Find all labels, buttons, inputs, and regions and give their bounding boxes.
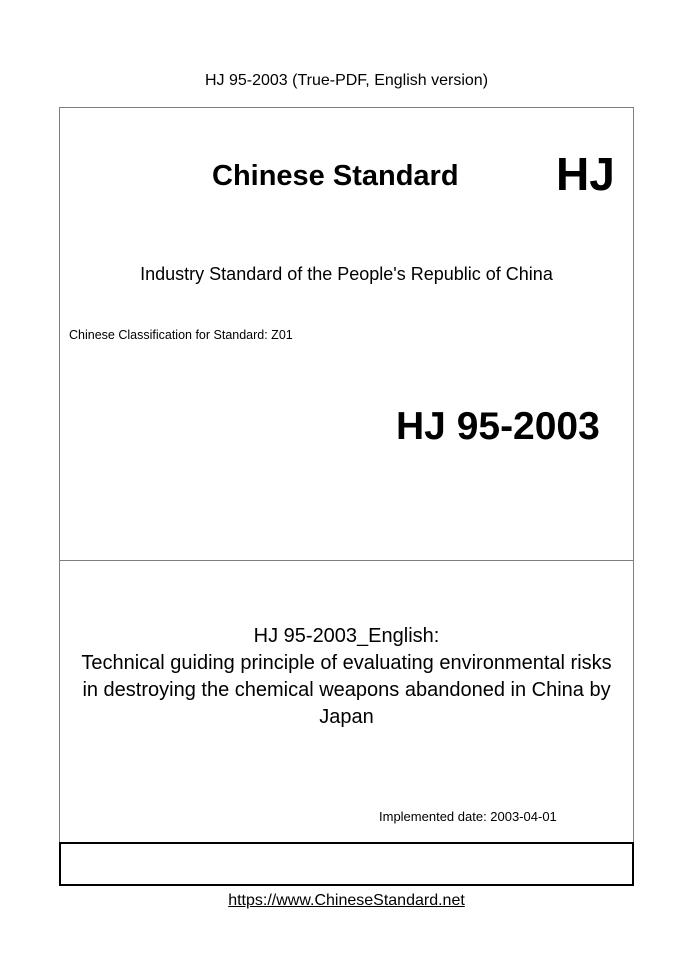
website-link[interactable]: https://www.ChineseStandard.net xyxy=(228,892,465,909)
industry-standard-line: Industry Standard of the People's Republic of China xyxy=(140,264,553,284)
document-title-line: Japan xyxy=(319,706,374,728)
standard-title: Chinese Standard xyxy=(212,160,459,192)
classification-line: Chinese Classification for Standard: Z01 xyxy=(69,328,293,342)
page-header: HJ 95-2003 (True-PDF, English version) xyxy=(204,72,489,89)
document-title xyxy=(59,623,634,731)
cover-frame xyxy=(59,107,634,886)
standard-number: HJ 95-2003 xyxy=(396,405,600,448)
section-divider xyxy=(59,560,634,561)
footer xyxy=(0,892,693,910)
document-title-line: Technical guiding principle of evaluating environmental risks xyxy=(81,652,612,674)
document-title-line: in destroying the chemical weapons abandoned in China by xyxy=(82,679,611,701)
implemented-date: Implemented date: 2003-04-01 xyxy=(379,809,557,824)
document-title-line: HJ 95-2003_English: xyxy=(253,625,440,647)
standard-code: HJ xyxy=(556,148,615,200)
empty-bottom-box xyxy=(59,842,634,886)
